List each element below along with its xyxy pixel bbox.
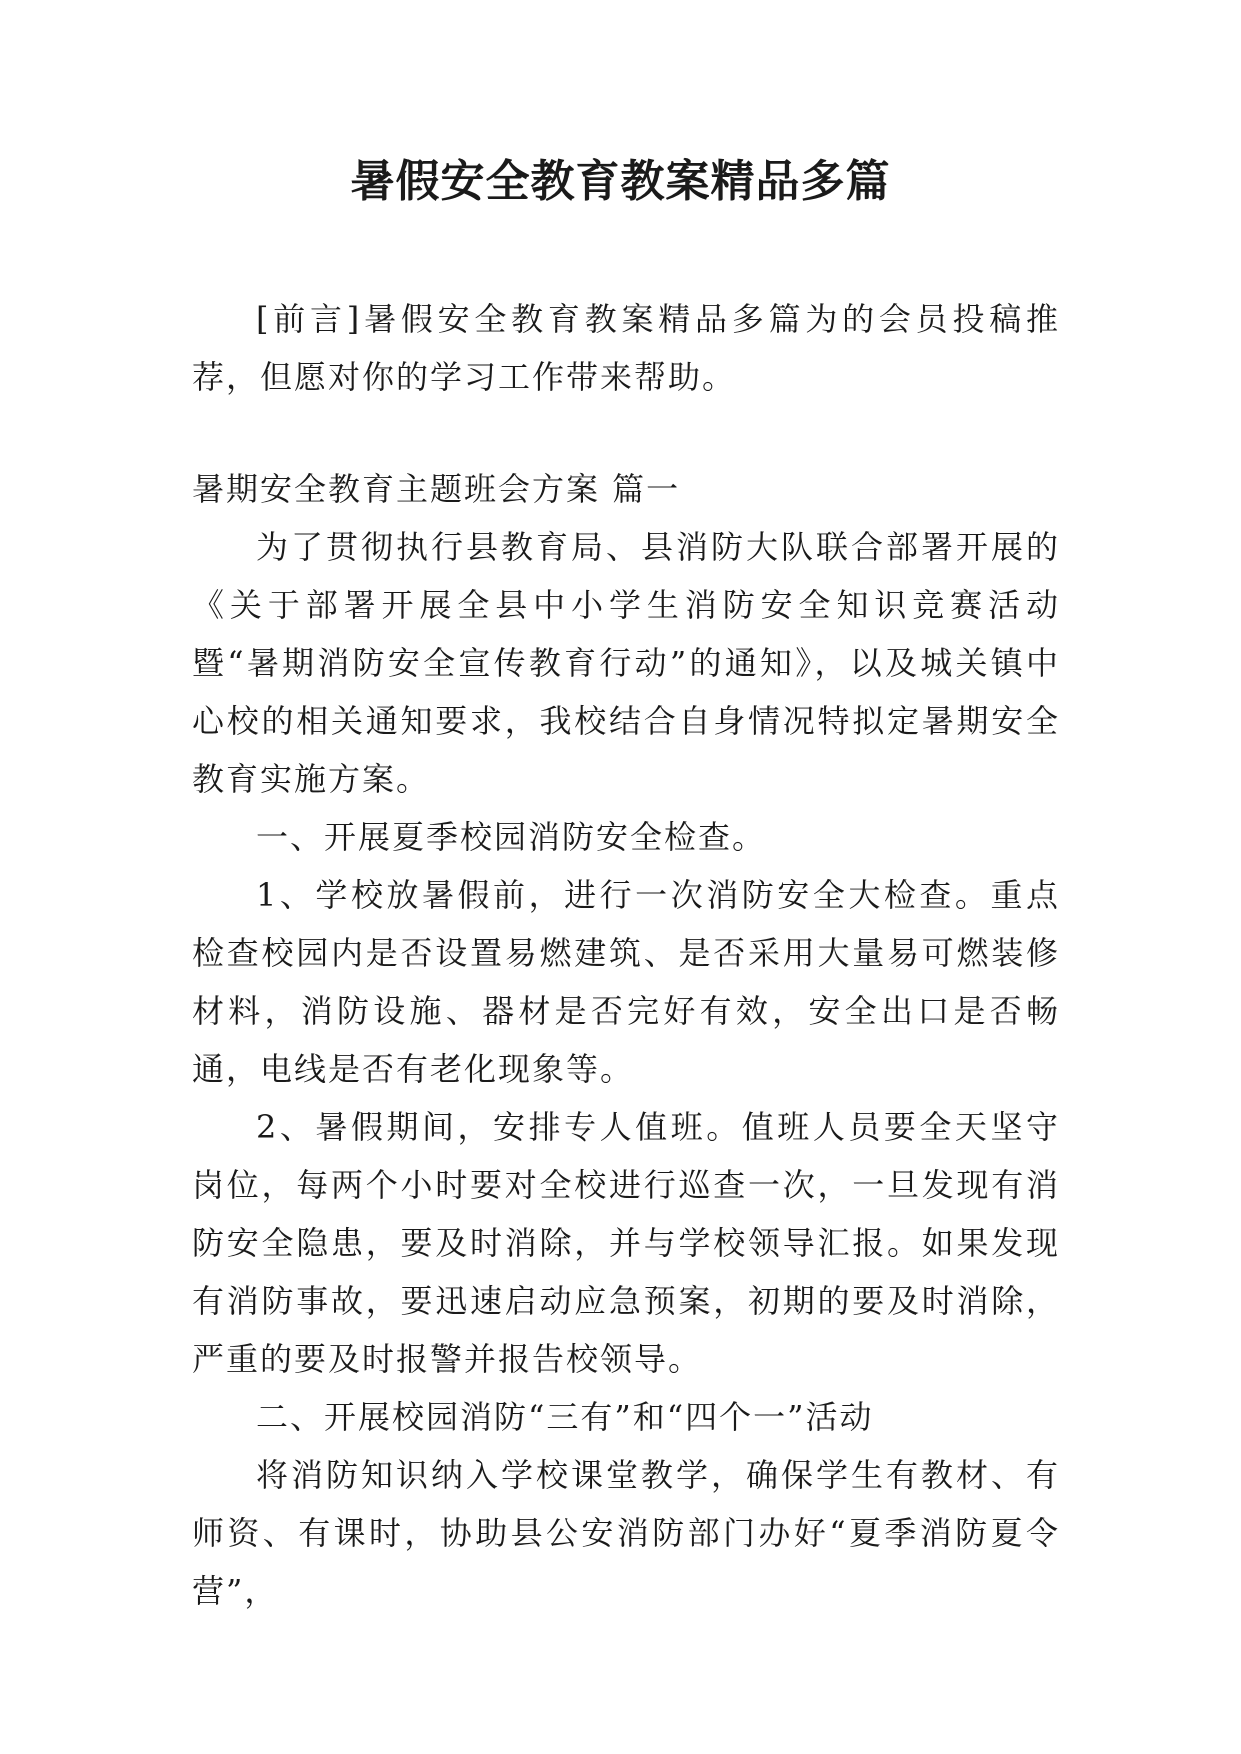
section-heading: 暑期安全教育主题班会方案 篇一 <box>192 470 681 508</box>
section-block <box>192 460 1060 1620</box>
body-paragraph: 一、开展夏季校园消防安全检查。 <box>256 818 767 856</box>
body-paragraph: 将消防知识纳入学校课堂教学，确保学生有教材、有师资、有课时，协助县公安消防部门办好“夏季消防夏令营”， <box>192 1456 1060 1610</box>
body-paragraph: 二、开展校园消防“三有”和“四个一”活动 <box>256 1398 874 1436</box>
body-paragraph: 为了贯彻执行县教育局、县消防大队联合部署开展的《关于部署开展全县中小学生消防安全知识竞赛活动暨“暑期消防安全宣传教育行动”的通知》，以及城关镇中心校的相关通知要求，我校结合自身情况特拟定暑期安全教育实施方案。 <box>192 528 1060 798</box>
body-paragraph: 2、暑假期间，安排专人值班。值班人员要全天坚守岗位，每两个小时要对全校进行巡查一次，一旦发现有消防安全隐患，要及时消除，并与学校领导汇报。如果发现有消防事故，要迅速启动应急预案，初期的要及时消除，严重的要及时报警并报告校领导。 <box>192 1108 1060 1378</box>
document-title: 暑假安全教育教案精品多篇 <box>350 156 891 207</box>
preface-block <box>192 290 1060 406</box>
body-paragraph: 1、学校放暑假前，进行一次消防安全大检查。重点检查校园内是否设置易燃建筑、是否采用大量易可燃装修材料，消防设施、器材是否完好有效，安全出口是否畅通，电线是否有老化现象等。 <box>192 876 1060 1088</box>
preface-paragraph: [前言]暑假安全教育教案精品多篇为的会员投稿推荐，但愿对你的学习工作带来帮助。 <box>192 300 1060 396</box>
